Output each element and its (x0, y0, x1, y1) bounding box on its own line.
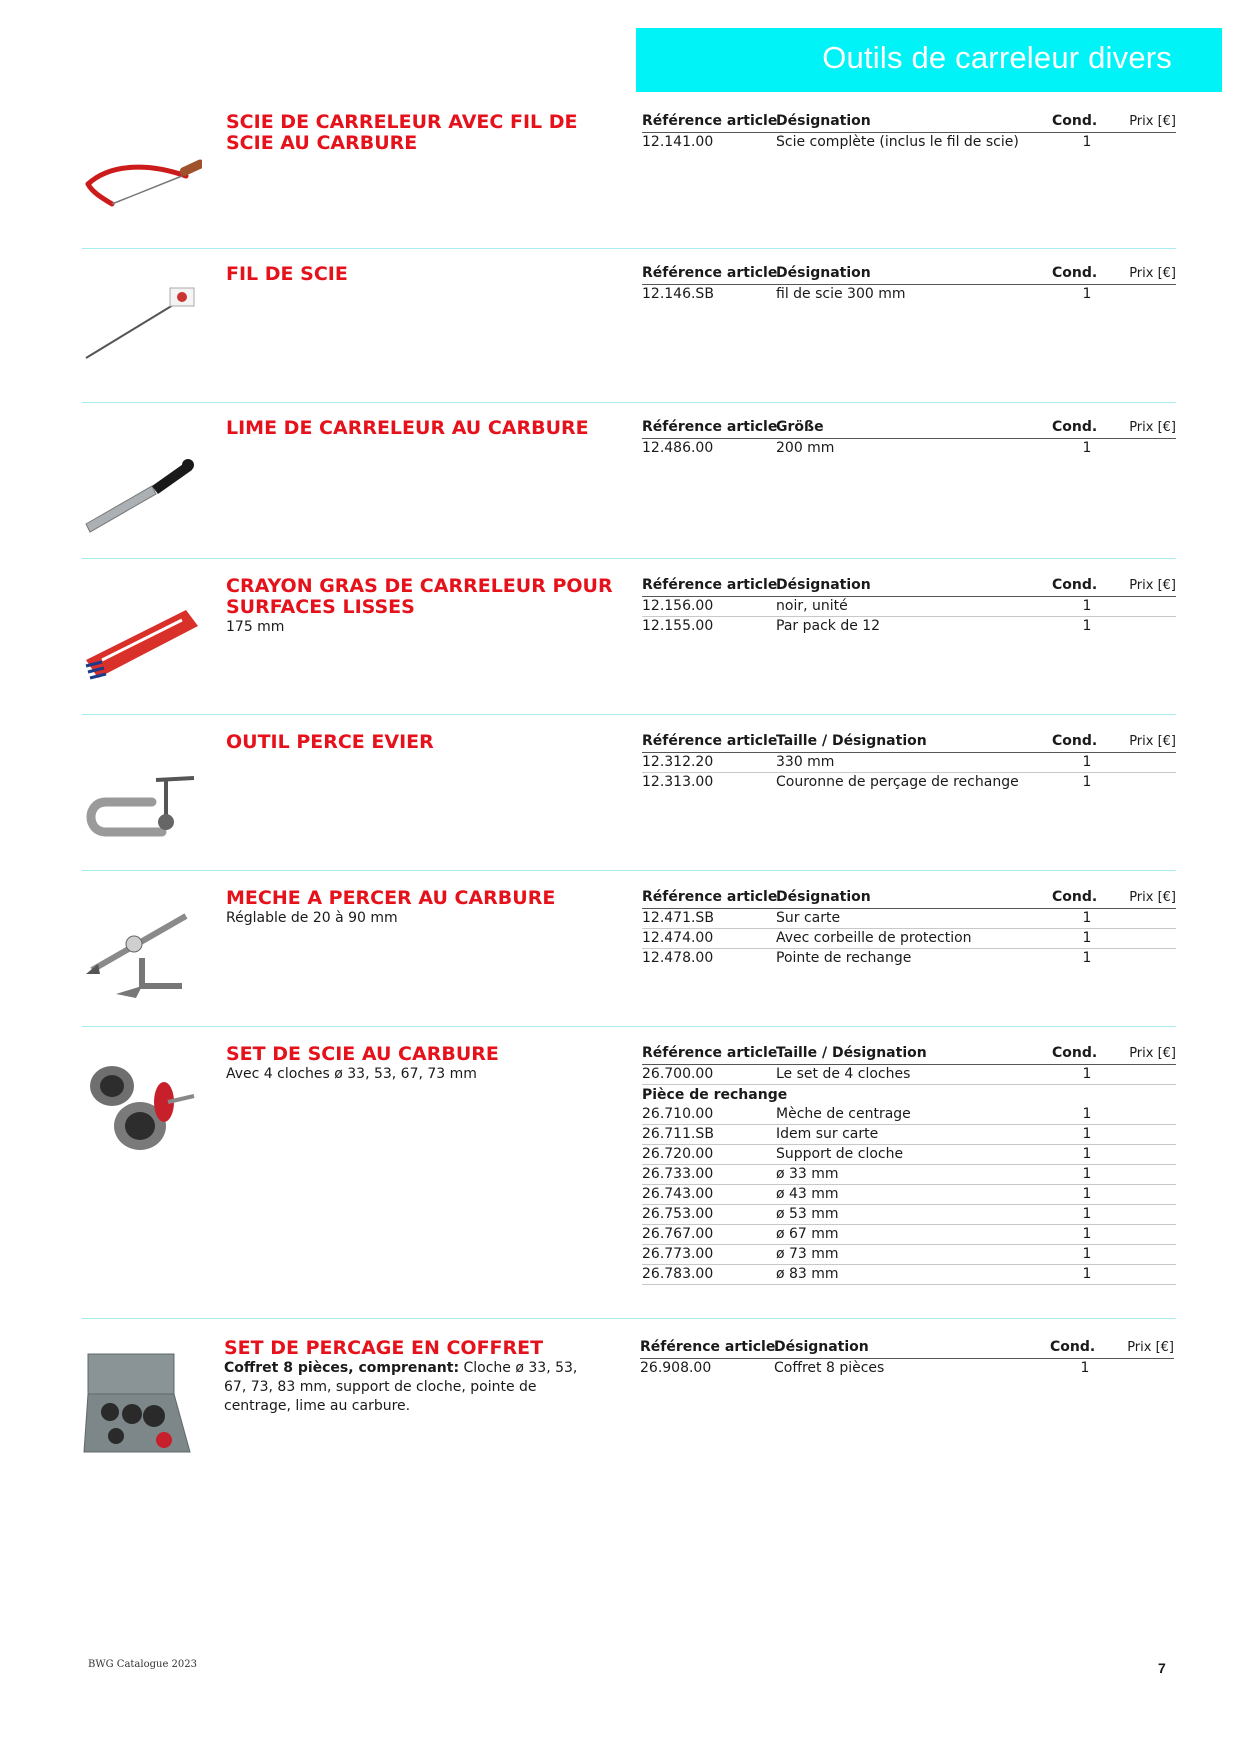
cell-ref: 12.312.20 (642, 754, 714, 770)
product-drill (82, 888, 1176, 1018)
spare-parts-label: Pièce de rechange (642, 1087, 788, 1103)
cell-des: Mèche de centrage (776, 1106, 911, 1122)
cell-cond: 1 (1082, 1186, 1092, 1202)
cell-ref: 12.313.00 (642, 774, 714, 790)
cell-cond: 1 (1082, 1266, 1092, 1282)
cell-cond: 1 (1082, 754, 1092, 770)
col-des-header: Désignation (776, 113, 871, 129)
cell-des: ø 83 mm (776, 1266, 839, 1282)
cell-des: ø 43 mm (776, 1186, 839, 1202)
col-cond-header: Cond. (1052, 577, 1098, 593)
cell-cond: 1 (1082, 1166, 1092, 1182)
cell-cond: 1 (1082, 1106, 1092, 1122)
cell-des: Pointe de rechange (776, 950, 912, 966)
cell-cond: 1 (1082, 1206, 1092, 1222)
col-cond-header: Cond. (1052, 1045, 1098, 1061)
product-table (642, 264, 1176, 304)
cell-cond: 1 (1082, 950, 1092, 966)
col-cond-header: Cond. (1052, 265, 1098, 281)
product-subtitle: Avec 4 cloches ø 33, 53, 67, 73 mm (226, 1066, 477, 1082)
col-prix-header: Prix [€] (1129, 578, 1176, 593)
col-prix-header: Prix [€] (1127, 1340, 1174, 1355)
hole-saw-set-image (82, 1052, 202, 1172)
col-prix-header: Prix [€] (1129, 890, 1176, 905)
carbide-file-image (82, 440, 202, 560)
cell-ref: 12.471.SB (642, 910, 714, 926)
saw-wire-image (82, 274, 202, 394)
product-file (82, 418, 1176, 548)
product-title: CRAYON GRAS DE CARRELEUR POUR SURFACES LISSES (226, 575, 613, 618)
col-cond-header: Cond. (1052, 419, 1098, 435)
col-cond-header: Cond. (1052, 113, 1098, 129)
table-header (642, 112, 1176, 133)
col-ref-header: Référence article (642, 113, 778, 129)
cell-cond: 1 (1082, 1066, 1092, 1082)
cell-cond: 1 (1082, 618, 1092, 634)
crayon-pack-image (82, 590, 202, 710)
cell-ref: 26.753.00 (642, 1206, 714, 1222)
cell-cond: 1 (1082, 1226, 1092, 1242)
table-row (642, 1225, 1176, 1245)
table-row (642, 1205, 1176, 1225)
col-prix-header: Prix [€] (1129, 420, 1176, 435)
cell-ref: 26.908.00 (640, 1360, 712, 1376)
table-row (642, 439, 1176, 458)
col-ref-header: Référence article (642, 577, 778, 593)
col-cond-header: Cond. (1052, 889, 1098, 905)
cell-cond: 1 (1082, 598, 1092, 614)
col-des-header: Taille / Désignation (776, 733, 927, 749)
col-ref-header: Référence article (640, 1339, 776, 1355)
table-row (642, 949, 1176, 968)
cell-des: noir, unité (776, 598, 848, 614)
product-subtitle: 175 mm (226, 619, 285, 635)
table-row (642, 1105, 1176, 1125)
separator (82, 558, 1176, 559)
separator (82, 1026, 1176, 1027)
cell-ref: 12.146.SB (642, 286, 714, 302)
cell-des: Couronne de perçage de rechange (776, 774, 1019, 790)
col-prix-header: Prix [€] (1129, 734, 1176, 749)
catalogue-footer: BWG Catalogue 2023 (88, 1659, 197, 1670)
product-title: OUTIL PERCE EVIER (226, 731, 434, 753)
col-prix-header: Prix [€] (1129, 266, 1176, 281)
table-row (642, 597, 1176, 617)
table-row (642, 929, 1176, 949)
product-case-set (82, 1338, 1176, 1488)
cell-cond: 1 (1082, 286, 1092, 302)
product-table (642, 1044, 1176, 1285)
table-row (642, 285, 1176, 304)
col-ref-header: Référence article (642, 733, 778, 749)
table-row (642, 617, 1176, 636)
table-row (642, 1125, 1176, 1145)
col-des-header: Désignation (776, 889, 871, 905)
table-row (642, 1245, 1176, 1265)
cell-ref: 26.783.00 (642, 1266, 714, 1282)
cell-ref: 12.478.00 (642, 950, 714, 966)
product-subtitle-bold: Coffret 8 pièces, comprenant: (224, 1360, 460, 1376)
cell-ref: 12.156.00 (642, 598, 714, 614)
cell-ref: 26.773.00 (642, 1246, 714, 1262)
table-row (642, 1165, 1176, 1185)
cell-cond: 1 (1082, 910, 1092, 926)
cell-des: 200 mm (776, 440, 835, 456)
product-saw (82, 112, 1176, 242)
table-row (640, 1359, 1174, 1378)
table-header (642, 1044, 1176, 1065)
cell-cond: 1 (1082, 1126, 1092, 1142)
col-des-header: Größe (776, 419, 824, 435)
col-ref-header: Référence article (642, 265, 778, 281)
product-title: MECHE A PERCER AU CARBURE (226, 887, 556, 909)
product-table (642, 888, 1176, 968)
col-cond-header: Cond. (1052, 733, 1098, 749)
col-des-header: Taille / Désignation (776, 1045, 927, 1061)
header-band (636, 28, 1222, 92)
table-header (642, 732, 1176, 753)
col-ref-header: Référence article (642, 1045, 778, 1061)
product-title: FIL DE SCIE (226, 263, 348, 285)
product-table (640, 1338, 1174, 1378)
cell-ref: 12.155.00 (642, 618, 714, 634)
cell-des: Sur carte (776, 910, 841, 926)
table-row (642, 909, 1176, 929)
product-title: SCIE DE CARRELEUR AVEC FIL DE SCIE AU CARBURE (226, 111, 578, 154)
cell-ref: 26.720.00 (642, 1146, 714, 1162)
product-subtitle: Réglable de 20 à 90 mm (226, 910, 398, 926)
cell-ref: 12.486.00 (642, 440, 714, 456)
product-subtitle-text: Cloche ø 33, 53, 67, 73, 83 mm, support de cloche, pointe de centrage, lime au carbure. (224, 1360, 578, 1414)
col-ref-header: Référence article (642, 419, 778, 435)
separator (82, 248, 1176, 249)
page-title: Outils de carreleur divers (822, 40, 1172, 75)
table-row (642, 1065, 1176, 1085)
product-subtitle (224, 1359, 604, 1416)
sink-punch-image (82, 750, 202, 870)
cell-ref: 26.733.00 (642, 1166, 714, 1182)
cell-ref: 26.767.00 (642, 1226, 714, 1242)
cell-ref: 26.710.00 (642, 1106, 714, 1122)
product-table (642, 732, 1176, 792)
col-des-header: Désignation (776, 265, 871, 281)
cell-des: Scie complète (inclus le fil de scie) (776, 134, 1019, 150)
table-row (642, 753, 1176, 773)
cell-des: 330 mm (776, 754, 835, 770)
table-row (642, 1145, 1176, 1165)
table-header (642, 418, 1176, 439)
cell-cond: 1 (1082, 774, 1092, 790)
cell-cond: 1 (1082, 1146, 1092, 1162)
separator (82, 402, 1176, 403)
cell-des: fil de scie 300 mm (776, 286, 906, 302)
col-des-header: Désignation (776, 577, 871, 593)
col-cond-header: Cond. (1050, 1339, 1096, 1355)
separator (82, 870, 1176, 871)
cell-ref: 12.141.00 (642, 134, 714, 150)
col-prix-header: Prix [€] (1129, 114, 1176, 129)
cell-des: Avec corbeille de protection (776, 930, 972, 946)
tile-saw-image (82, 142, 202, 262)
table-header (642, 888, 1176, 909)
product-table (642, 112, 1176, 152)
cell-des: ø 53 mm (776, 1206, 839, 1222)
separator (82, 714, 1176, 715)
cell-des: Coffret 8 pièces (774, 1360, 885, 1376)
cell-des: ø 73 mm (776, 1246, 839, 1262)
product-title: SET DE SCIE AU CARBURE (226, 1043, 499, 1065)
table-header (642, 576, 1176, 597)
product-table (642, 576, 1176, 636)
table-header (640, 1338, 1174, 1359)
table-row (642, 1265, 1176, 1285)
cell-des: Support de cloche (776, 1146, 904, 1162)
table-row (642, 1185, 1176, 1205)
cell-ref: 26.743.00 (642, 1186, 714, 1202)
cell-ref: 12.474.00 (642, 930, 714, 946)
drilling-case-image (80, 1348, 200, 1468)
separator (82, 1318, 1176, 1319)
carbide-drill-image (82, 898, 202, 1018)
col-des-header: Désignation (774, 1339, 869, 1355)
col-ref-header: Référence article (642, 889, 778, 905)
cell-ref: 26.700.00 (642, 1066, 714, 1082)
cell-cond: 1 (1080, 1360, 1090, 1376)
product-wire (82, 264, 1176, 394)
cell-cond: 1 (1082, 930, 1092, 946)
table-row (642, 133, 1176, 152)
product-hole-saw-set (82, 1044, 1176, 1284)
col-prix-header: Prix [€] (1129, 1046, 1176, 1061)
cell-cond: 1 (1082, 134, 1092, 150)
cell-des: Idem sur carte (776, 1126, 879, 1142)
table-header (642, 264, 1176, 285)
cell-des: ø 67 mm (776, 1226, 839, 1242)
page-number: 7 (1158, 1660, 1166, 1676)
cell-cond: 1 (1082, 1246, 1092, 1262)
cell-des: Le set de 4 cloches (776, 1066, 911, 1082)
cell-des: Par pack de 12 (776, 618, 881, 634)
cell-ref: 26.711.SB (642, 1126, 714, 1142)
product-title: LIME DE CARRELEUR AU CARBURE (226, 417, 589, 439)
product-sink-punch (82, 732, 1176, 862)
cell-des: ø 33 mm (776, 1166, 839, 1182)
table-row (642, 773, 1176, 792)
product-crayon (82, 576, 1176, 706)
product-table (642, 418, 1176, 458)
cell-cond: 1 (1082, 440, 1092, 456)
product-title: SET DE PERCAGE EN COFFRET (224, 1337, 544, 1359)
